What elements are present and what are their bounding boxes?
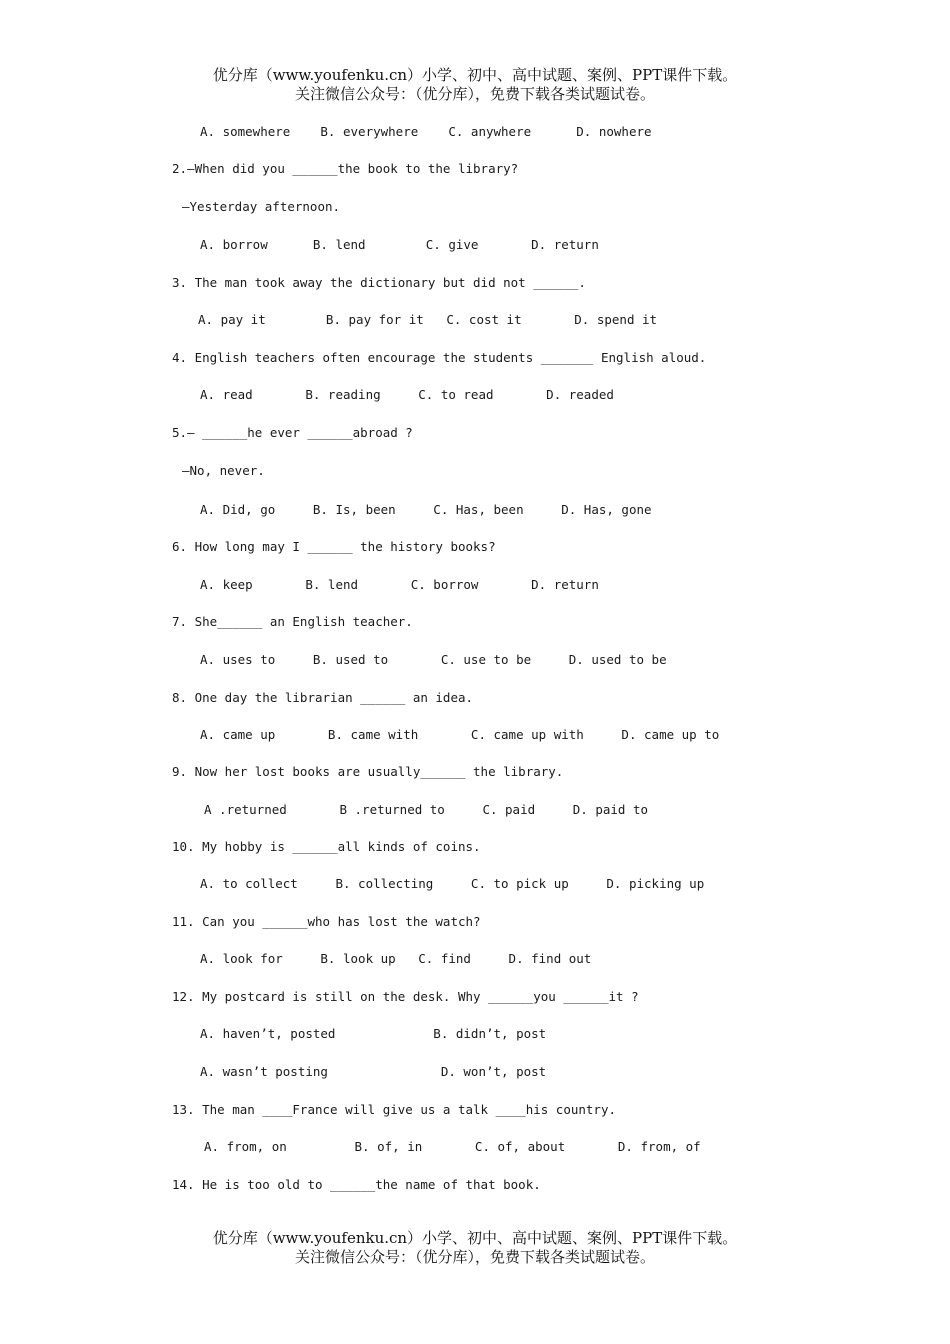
q11-options: A. look for B. look up C. find D. find out [200, 951, 592, 966]
q1-options: A. somewhere B. everywhere C. anywhere D. nowhere [200, 124, 652, 139]
q6-stem: 6. How long may I ______ the history books? [172, 539, 496, 554]
q2-stem: 2.—When did you ______the book to the library? [172, 161, 519, 176]
q12-options-cd: A. wasn’t posting D. won’t, post [200, 1064, 547, 1079]
page-header [0, 66, 950, 104]
q8-options: A. came up B. came with C. came up with D. came up to [200, 727, 720, 742]
q13-stem: 13. The man ____France will give us a talk ____his country. [172, 1102, 617, 1117]
q12-stem: 12. My postcard is still on the desk. Why ______you ______it ? [172, 989, 639, 1004]
q7-stem: 7. She______ an English teacher. [172, 614, 413, 629]
page-footer [0, 1229, 950, 1267]
q8-stem: 8. One day the librarian ______ an idea. [172, 690, 474, 705]
q5-reply: —No, never. [182, 463, 265, 478]
q14-stem: 14. He is too old to ______the name of that book. [172, 1177, 541, 1192]
q3-stem: 3. The man took away the dictionary but did not ______. [172, 275, 586, 290]
q9-stem: 9. Now her lost books are usually______ the library. [172, 764, 564, 779]
q7-options: A. uses to B. used to C. use to be D. used to be [200, 652, 667, 667]
q2-reply: —Yesterday afternoon. [182, 199, 341, 214]
footer-line-2: 关注微信公众号：（优分库），免费下载各类试题试卷。 [294, 1248, 655, 1266]
q10-options: A. to collect B. collecting C. to pick up D. picking up [200, 876, 705, 891]
q12-options-ab: A. haven’t, posted B. didn’t, post [200, 1026, 547, 1041]
header-line-1: 优分库（www.youfenku.cn）小学、初中、高中试题、案例、PPT课件下载。 [212, 66, 738, 84]
q4-stem: 4. English teachers often encourage the students _______ English aloud. [172, 350, 707, 365]
q10-stem: 10. My hobby is ______all kinds of coins. [172, 839, 481, 854]
q9-options: A .returned B .returned to C. paid D. paid to [204, 802, 649, 817]
header-line-2: 关注微信公众号：（优分库），免费下载各类试题试卷。 [294, 85, 655, 103]
q5-options: A. Did, go B. Is, been C. Has, been D. Has, gone [200, 502, 652, 517]
q4-options: A. read B. reading C. to read D. readed [200, 387, 614, 402]
q6-options: A. keep B. lend C. borrow D. return [200, 577, 599, 592]
q5-stem: 5.— ______he ever ______abroad ? [172, 425, 413, 440]
q2-options: A. borrow B. lend C. give D. return [200, 237, 599, 252]
q13-options: A. from, on B. of, in C. of, about D. from, of [204, 1139, 701, 1154]
q3-options: A. pay it B. pay for it C. cost it D. spend it [198, 312, 658, 327]
q11-stem: 11. Can you ______who has lost the watch? [172, 914, 481, 929]
footer-line-1: 优分库（www.youfenku.cn）小学、初中、高中试题、案例、PPT课件下载。 [212, 1229, 738, 1247]
